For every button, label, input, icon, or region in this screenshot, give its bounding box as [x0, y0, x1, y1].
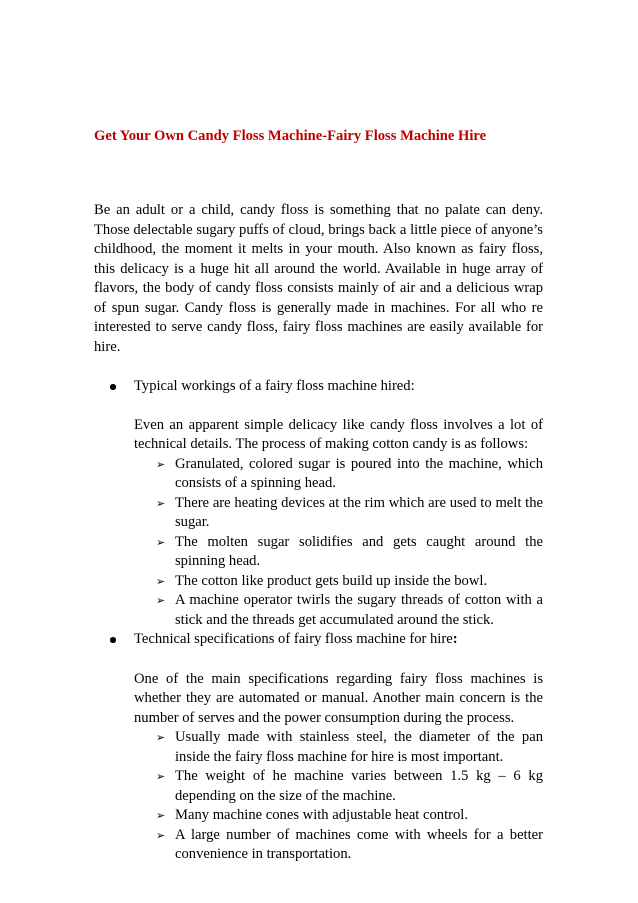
- list-item: [156, 806, 543, 826]
- list-item: [156, 826, 543, 865]
- list-item-text: The cotton like product gets build up inside the bowl.: [175, 572, 488, 589]
- section-heading-colon: :: [452, 631, 458, 647]
- arrow-bullet-icon: ➢: [156, 731, 166, 744]
- arrow-bullet-icon: ➢: [156, 594, 166, 607]
- section-heading-text: Technical specifications of fairy floss machine for hire: [134, 631, 453, 647]
- arrow-bullet-icon: ➢: [156, 535, 166, 549]
- bullet-dot-icon: [110, 384, 116, 390]
- list-item: [156, 591, 543, 630]
- list-item-text: Many machine cones with adjustable heat control.: [175, 807, 469, 823]
- list-item: [156, 767, 543, 806]
- arrow-bullet-icon: ➢: [156, 496, 166, 510]
- arrow-bullet-icon: ➢: [156, 770, 166, 783]
- arrow-bullet-icon: ➢: [156, 457, 166, 471]
- intro-paragraph: Be an adult or a child, candy floss is something that no palate can deny. Those delectable sugary puffs of cloud, brings back a little piece of anyone’s childhood, the moment it melts in your mouth. Also known as fairy floss, this delicacy is a huge hit all around the world. Available in huge array of flavors, the body of candy floss consists mainly of air and a delicious wrap of spun sugar. Candy floss is generally made in machines. For all who re interested to serve candy floss, fairy floss machines are easily available for hire.: [94, 202, 543, 355]
- list-item-text: The weight of he machine varies between 1.5 kg – 6 kg depending on the size of the machine.: [175, 768, 543, 804]
- section-paragraph: Even an apparent simple delicacy like candy floss involves a lot of technical details. The process of making cotton candy is as follows:: [134, 416, 543, 452]
- section-workings: [94, 377, 543, 630]
- list-item-text: Usually made with stainless steel, the diameter of the pan inside the fairy floss machine for hire is most important.: [175, 729, 543, 765]
- section-paragraph: One of the main specifications regarding fairy floss machines is whether they are automated or manual. Another main concern is the number of serves and the power consumption during the process.: [134, 670, 543, 726]
- section-heading: Typical workings of a fairy floss machine hired:: [134, 378, 415, 394]
- list-item: [156, 455, 543, 494]
- section-list: [94, 377, 543, 865]
- section-heading: [134, 630, 543, 650]
- arrow-bullet-icon: ➢: [156, 809, 166, 822]
- bullet-dot-icon: [110, 637, 116, 643]
- list-item: [156, 728, 543, 767]
- list-item-text: Granulated, colored sugar is poured into the machine, which consists of a spinning head.: [175, 455, 543, 491]
- list-item: [156, 572, 543, 592]
- workings-steps-list: [134, 455, 543, 631]
- list-item-text: There are heating devices at the rim which are used to melt the sugar.: [175, 494, 543, 530]
- list-item: [156, 494, 543, 533]
- specifications-list: [134, 728, 543, 865]
- arrow-bullet-icon: ➢: [156, 828, 166, 842]
- arrow-bullet-icon: ➢: [156, 574, 166, 588]
- list-item: [156, 533, 543, 572]
- section-specifications: [94, 630, 543, 865]
- list-item-text: The molten sugar solidifies and gets caught around the spinning head.: [175, 533, 543, 569]
- list-item-text: A machine operator twirls the sugary threads of cotton with a stick and the threads get accumulated around the stick.: [175, 592, 543, 628]
- page-title: Get Your Own Candy Floss Machine-Fairy Floss Machine Hire: [94, 128, 487, 144]
- list-item-text: A large number of machines come with wheels for a better convenience in transportation.: [175, 826, 543, 862]
